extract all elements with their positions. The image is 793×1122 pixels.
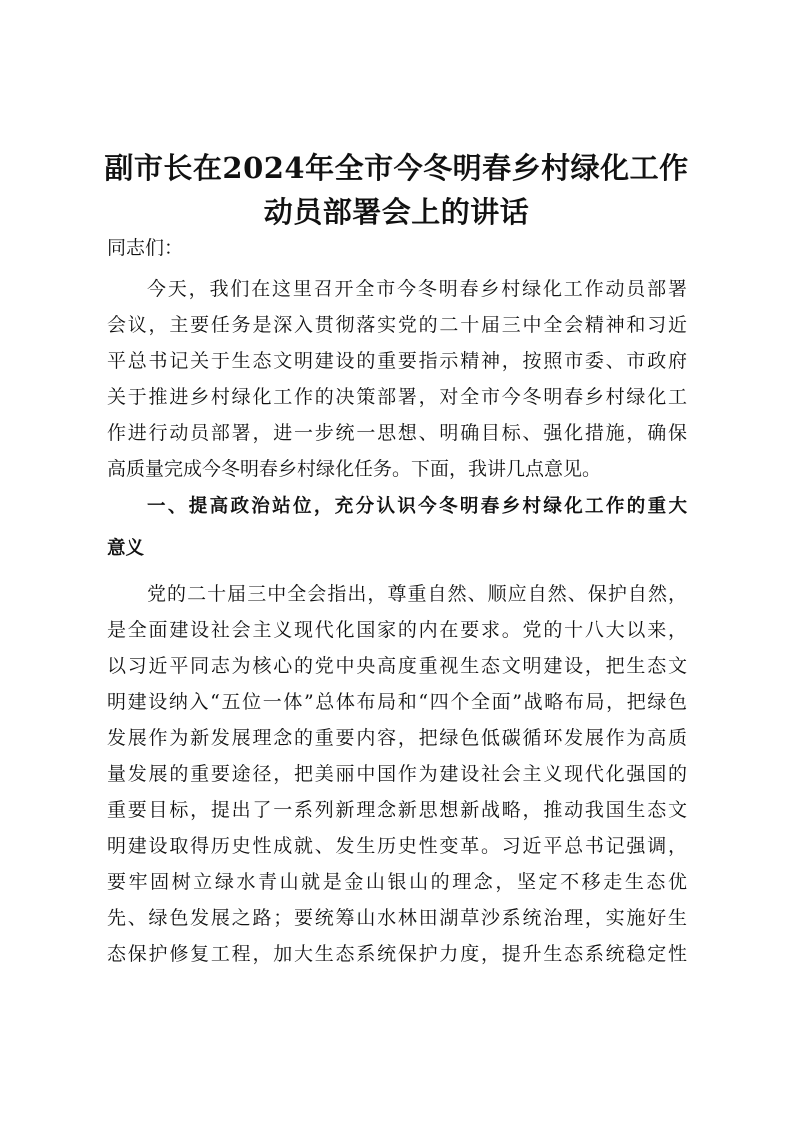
paragraph-1-line: 平总书记关于生态文明建设的重要指示精神，按照市委、市政府 xyxy=(107,350,687,372)
paragraph-2-line: 明建设取得历史性成就、发生历史性变革。习近平总书记强调， xyxy=(107,835,687,857)
paragraph-2-line: 先、绿色发展之路；要统筹山水林田湖草沙系统治理，实施好生 xyxy=(107,907,687,929)
paragraph-2-line: 量发展的重要途径，把美丽中国作为建设社会主义现代化强国的 xyxy=(107,763,687,785)
paragraph-1-line: 会议，主要任务是深入贯彻落实党的二十届三中全会精神和习近 xyxy=(107,314,687,336)
paragraph-1-line: 今天，我们在这里召开全市今冬明春乡村绿化工作动员部署 xyxy=(147,278,687,300)
paragraph-2-line: 态保护修复工程，加大生态系统保护力度，提升生态系统稳定性 xyxy=(107,943,687,965)
paragraph-2-line: 以习近平同志为核心的党中央高度重视生态文明建设，把生态文 xyxy=(107,655,687,677)
paragraph-1-line: 作进行动员部署，进一步统一思想、明确目标、强化措施，确保 xyxy=(107,422,687,444)
document-title-line-2: 动员部署会上的讲话 xyxy=(263,195,530,229)
salutation: 同志们： xyxy=(107,237,184,259)
paragraph-2-line: 是全面建设社会主义现代化国家的内在要求。党的十八大以来， xyxy=(107,619,687,641)
paragraph-2-line: 党的二十届三中全会指出，尊重自然、顺应自然、保护自然， xyxy=(147,583,687,605)
section-heading-1-cont: 意义 xyxy=(107,538,145,559)
paragraph-2-line: 发展作为新发展理念的重要内容，把绿色低碳循环发展作为高质 xyxy=(107,727,687,749)
paragraph-1-line: 关于推进乡村绿化工作的决策部署，对全市今冬明春乡村绿化工 xyxy=(107,386,687,408)
paragraph-1-line: 高质量完成今冬明春乡村绿化任务。下面，我讲几点意见。 xyxy=(107,458,602,480)
section-heading-1: 一、提高政治站位，充分认识今冬明春乡村绿化工作的重大 xyxy=(147,496,687,517)
paragraph-2-line: 明建设纳入“五位一体”总体布局和“四个全面”战略布局，把绿色 xyxy=(107,691,687,713)
paragraph-2-line: 重要目标，提出了一系列新理念新思想新战略，推动我国生态文 xyxy=(107,799,687,821)
paragraph-2-line: 要牢固树立绿水青山就是金山银山的理念，坚定不移走生态优 xyxy=(107,871,687,893)
document-title-line-1: 副市长在2024年全市今冬明春乡村绿化工作 xyxy=(104,151,689,185)
